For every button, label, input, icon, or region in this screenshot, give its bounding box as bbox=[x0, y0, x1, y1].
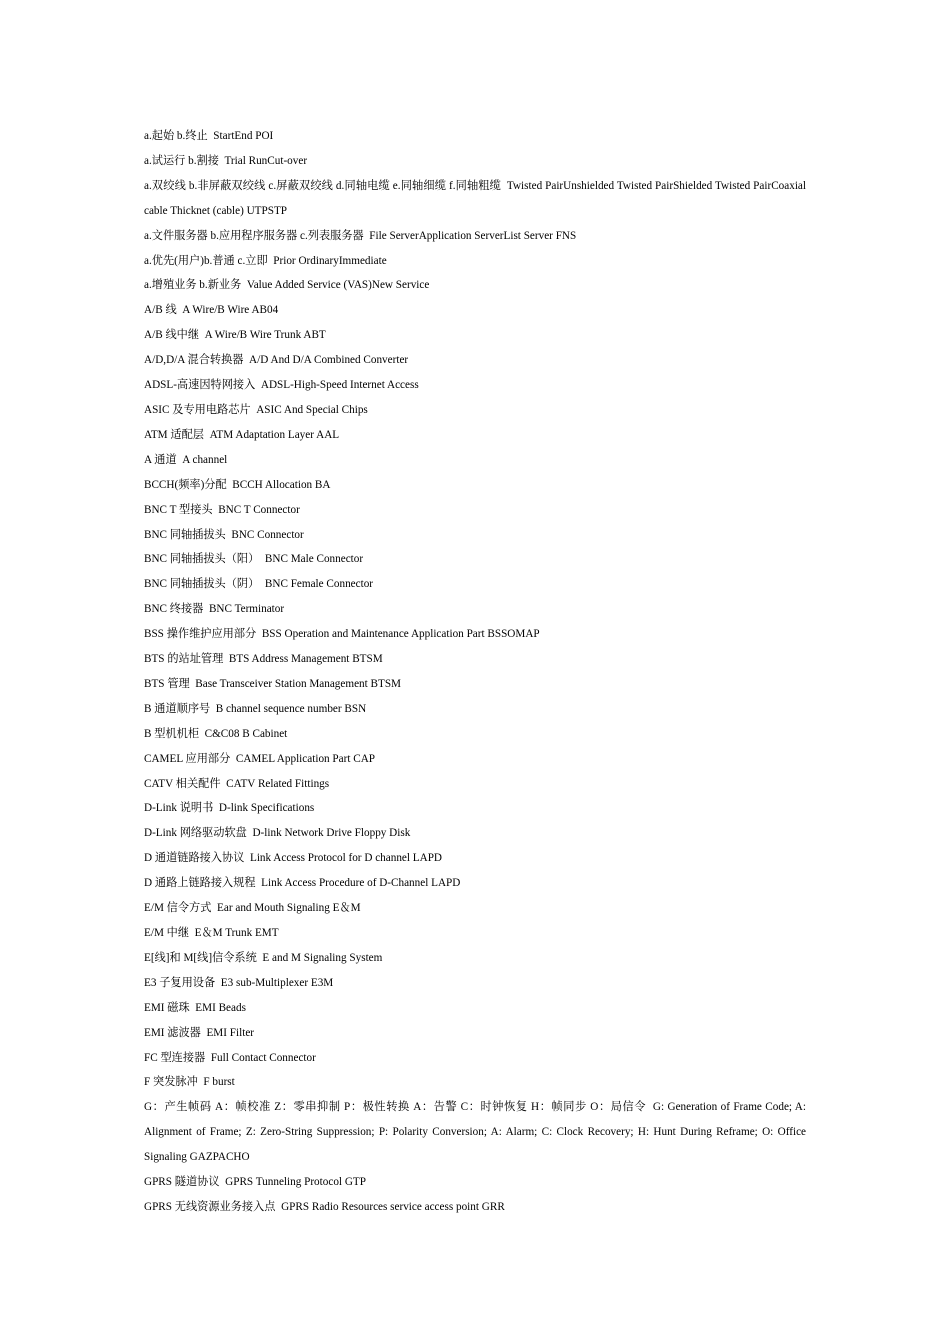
entry-english-term: G: Generation of Frame Code; A: Alignment of Frame; Z: Zero-String Suppression; P: Polarity Conversion; A: Alarm; C: Clock Recovery; H: Hunt During Reframe; O: Office Signaling GAZPACHO bbox=[144, 1101, 806, 1164]
entry-english-term: Value Added Service (VAS)New Service bbox=[246, 279, 430, 292]
entry-chinese-term: BNC 同轴插拔头（阳） bbox=[144, 553, 260, 566]
entry-chinese-term: E[线]和 M[线]信令系统 bbox=[144, 951, 257, 964]
glossary-entry bbox=[144, 796, 806, 821]
glossary-entry bbox=[144, 846, 806, 871]
entry-english-term: Ear and Mouth Signaling E＆M bbox=[217, 902, 361, 915]
glossary-entry bbox=[144, 871, 806, 896]
entry-chinese-term: D-Link 说明书 bbox=[144, 802, 214, 815]
glossary-entry bbox=[144, 448, 806, 473]
entry-chinese-term: EMI 磁珠 bbox=[144, 1001, 190, 1014]
entry-chinese-term: a.试运行 b.割接 bbox=[144, 154, 219, 167]
entry-english-term: File ServerApplication ServerList Server FNS bbox=[369, 229, 577, 242]
entry-english-term: A Wire/B Wire Trunk ABT bbox=[204, 329, 326, 342]
glossary-entry bbox=[144, 896, 806, 921]
glossary-entry bbox=[144, 149, 806, 174]
entry-english-term: D-link Network Drive Floppy Disk bbox=[252, 827, 411, 840]
entry-english-term: Full Contact Connector bbox=[210, 1051, 316, 1064]
entry-chinese-term: E3 子复用设备 bbox=[144, 976, 216, 989]
entry-chinese-term: G：产生帧码 A：帧校准 Z：零串抑制 P：极性转换 A：告警 C：时钟恢复 H：帧同步 O：局信令 bbox=[144, 1101, 647, 1114]
glossary-entry bbox=[144, 1021, 806, 1046]
entry-chinese-term: F 突发脉冲 bbox=[144, 1076, 198, 1089]
entry-chinese-term: a.优先(用户)b.普通 c.立即 bbox=[144, 254, 268, 267]
glossary-entry bbox=[144, 323, 806, 348]
entry-english-term: BNC Connector bbox=[231, 528, 304, 541]
entry-chinese-term: FC 型连接器 bbox=[144, 1051, 206, 1064]
entry-english-term: Twisted PairUnshielded Twisted PairShielded Twisted PairCoaxial cable Thicknet (cable) UTPSTP bbox=[144, 179, 807, 217]
glossary-entry bbox=[144, 1170, 806, 1195]
entry-chinese-term: BTS 管理 bbox=[144, 677, 190, 690]
entry-english-term: A channel bbox=[182, 453, 228, 466]
entry-english-term: BSS Operation and Maintenance Application Part BSSOMAP bbox=[261, 628, 540, 641]
entry-chinese-term: BNC T 型接头 bbox=[144, 503, 213, 516]
entry-english-term: Base Transceiver Station Management BTSM bbox=[195, 677, 401, 690]
glossary-entry bbox=[144, 523, 806, 548]
entry-english-term: Link Access Procedure of D-Channel LAPD bbox=[261, 877, 461, 890]
entry-chinese-term: BNC 同轴插拔头 bbox=[144, 528, 226, 541]
glossary-entry bbox=[144, 647, 806, 672]
glossary-entry bbox=[144, 298, 806, 323]
entry-chinese-term: ASIC 及专用电路芯片 bbox=[144, 403, 251, 416]
entry-chinese-term: B 通道顺序号 bbox=[144, 702, 211, 715]
glossary-entry bbox=[144, 498, 806, 523]
entry-english-term: B channel sequence number BSN bbox=[215, 702, 367, 715]
entry-english-term: EMI Beads bbox=[195, 1001, 246, 1014]
entry-english-term: BNC Female Connector bbox=[264, 578, 374, 591]
entry-english-term: A/D And D/A Combined Converter bbox=[249, 354, 409, 367]
entry-chinese-term: D 通路上链路接入规程 bbox=[144, 877, 256, 890]
glossary-entry bbox=[144, 1095, 806, 1170]
entry-english-term: CATV Related Fittings bbox=[226, 777, 330, 790]
entry-english-term: BCCH Allocation BA bbox=[232, 478, 331, 491]
entry-english-term: E and M Signaling System bbox=[262, 951, 383, 964]
glossary-entry bbox=[144, 971, 806, 996]
glossary-entry bbox=[144, 348, 806, 373]
glossary-page bbox=[144, 124, 806, 1220]
entry-english-term: ASIC And Special Chips bbox=[256, 403, 368, 416]
glossary-entry bbox=[144, 622, 806, 647]
entry-english-term: GPRS Radio Resources service access point GRR bbox=[281, 1200, 505, 1213]
glossary-entry bbox=[144, 821, 806, 846]
entry-chinese-term: CAMEL 应用部分 bbox=[144, 752, 231, 765]
entry-chinese-term: B 型机机柜 bbox=[144, 727, 200, 740]
entry-english-term: BTS Address Management BTSM bbox=[228, 653, 383, 666]
entry-english-term: A Wire/B Wire AB04 bbox=[182, 304, 279, 317]
entry-chinese-term: D 通道链路接入协议 bbox=[144, 852, 245, 865]
entry-english-term: F burst bbox=[203, 1076, 235, 1089]
glossary-entry bbox=[144, 373, 806, 398]
glossary-entry bbox=[144, 398, 806, 423]
entry-english-term: EMI Filter bbox=[206, 1026, 255, 1039]
entry-english-term: ADSL-High-Speed Internet Access bbox=[260, 379, 419, 392]
entry-chinese-term: a.双绞线 b.非屏蔽双绞线 c.屏蔽双绞线 d.同轴电缆 e.同轴细缆 f.同轴粗缆 bbox=[144, 179, 502, 192]
entry-chinese-term: a.起始 b.终止 bbox=[144, 130, 208, 142]
entry-chinese-term: BSS 操作维护应用部分 bbox=[144, 628, 257, 641]
entry-chinese-term: BNC 同轴插拔头（阴） bbox=[144, 578, 260, 591]
entry-chinese-term: D-Link 网络驱动软盘 bbox=[144, 827, 247, 840]
entry-chinese-term: A 通道 bbox=[144, 453, 177, 466]
entry-chinese-term: EMI 滤波器 bbox=[144, 1026, 201, 1039]
glossary-entry bbox=[144, 1070, 806, 1095]
glossary-entry bbox=[144, 672, 806, 697]
entry-chinese-term: BNC 终接器 bbox=[144, 603, 204, 616]
entry-chinese-term: GPRS 隧道协议 bbox=[144, 1176, 220, 1189]
entry-chinese-term: A/B 线 bbox=[144, 304, 177, 317]
glossary-entry bbox=[144, 747, 806, 772]
entry-english-term: BNC Male Connector bbox=[264, 553, 364, 566]
glossary-entry bbox=[144, 772, 806, 797]
entry-chinese-term: BCCH(频率)分配 bbox=[144, 478, 227, 491]
glossary-entry bbox=[144, 174, 806, 224]
entry-chinese-term: ADSL-高速因特网接入 bbox=[144, 379, 256, 392]
glossary-entry bbox=[144, 224, 806, 249]
entry-english-term: E＆M Trunk EMT bbox=[194, 927, 279, 939]
entry-english-term: Prior OrdinaryImmediate bbox=[273, 254, 387, 267]
entry-chinese-term: E/M 信令方式 bbox=[144, 902, 212, 915]
entry-english-term: BNC T Connector bbox=[218, 503, 300, 516]
entry-chinese-term: ATM 适配层 bbox=[144, 428, 204, 441]
entry-chinese-term: A/D,D/A 混合转换器 bbox=[144, 354, 244, 367]
entry-chinese-term: A/B 线中继 bbox=[144, 329, 200, 342]
glossary-entry bbox=[144, 473, 806, 498]
glossary-entry bbox=[144, 597, 806, 622]
entry-english-term: BNC Terminator bbox=[208, 603, 285, 616]
glossary-entry bbox=[144, 124, 806, 149]
glossary-entry bbox=[144, 423, 806, 448]
entry-chinese-term: a.文件服务器 b.应用程序服务器 c.列表服务器 bbox=[144, 229, 364, 242]
entry-chinese-term: CATV 相关配件 bbox=[144, 777, 221, 790]
entry-english-term: E3 sub-Multiplexer E3M bbox=[220, 976, 334, 989]
glossary-entry bbox=[144, 572, 806, 597]
entry-english-term: C&C08 B Cabinet bbox=[204, 727, 288, 740]
glossary-entry bbox=[144, 249, 806, 274]
glossary-entry bbox=[144, 1195, 806, 1220]
glossary-entry bbox=[144, 697, 806, 722]
entry-english-term: StartEnd POI bbox=[213, 130, 274, 142]
entry-english-term: Trial RunCut-over bbox=[224, 154, 308, 167]
entry-chinese-term: GPRS 无线资源业务接入点 bbox=[144, 1200, 276, 1213]
entry-english-term: ATM Adaptation Layer AAL bbox=[209, 428, 340, 441]
glossary-entry bbox=[144, 1046, 806, 1071]
glossary-entry bbox=[144, 996, 806, 1021]
entry-english-term: CAMEL Application Part CAP bbox=[235, 752, 376, 765]
glossary-entry bbox=[144, 946, 806, 971]
glossary-entry bbox=[144, 722, 806, 747]
entry-english-term: Link Access Protocol for D channel LAPD bbox=[249, 852, 442, 865]
glossary-entry bbox=[144, 921, 806, 946]
entry-english-term: D-link Specifications bbox=[218, 802, 315, 815]
entry-chinese-term: a.增殖业务 b.新业务 bbox=[144, 279, 242, 292]
entry-chinese-term: E/M 中继 bbox=[144, 927, 190, 939]
entry-english-term: GPRS Tunneling Protocol GTP bbox=[225, 1176, 366, 1189]
entry-chinese-term: BTS 的站址管理 bbox=[144, 653, 224, 666]
glossary-entry bbox=[144, 547, 806, 572]
glossary-entry bbox=[144, 273, 806, 298]
